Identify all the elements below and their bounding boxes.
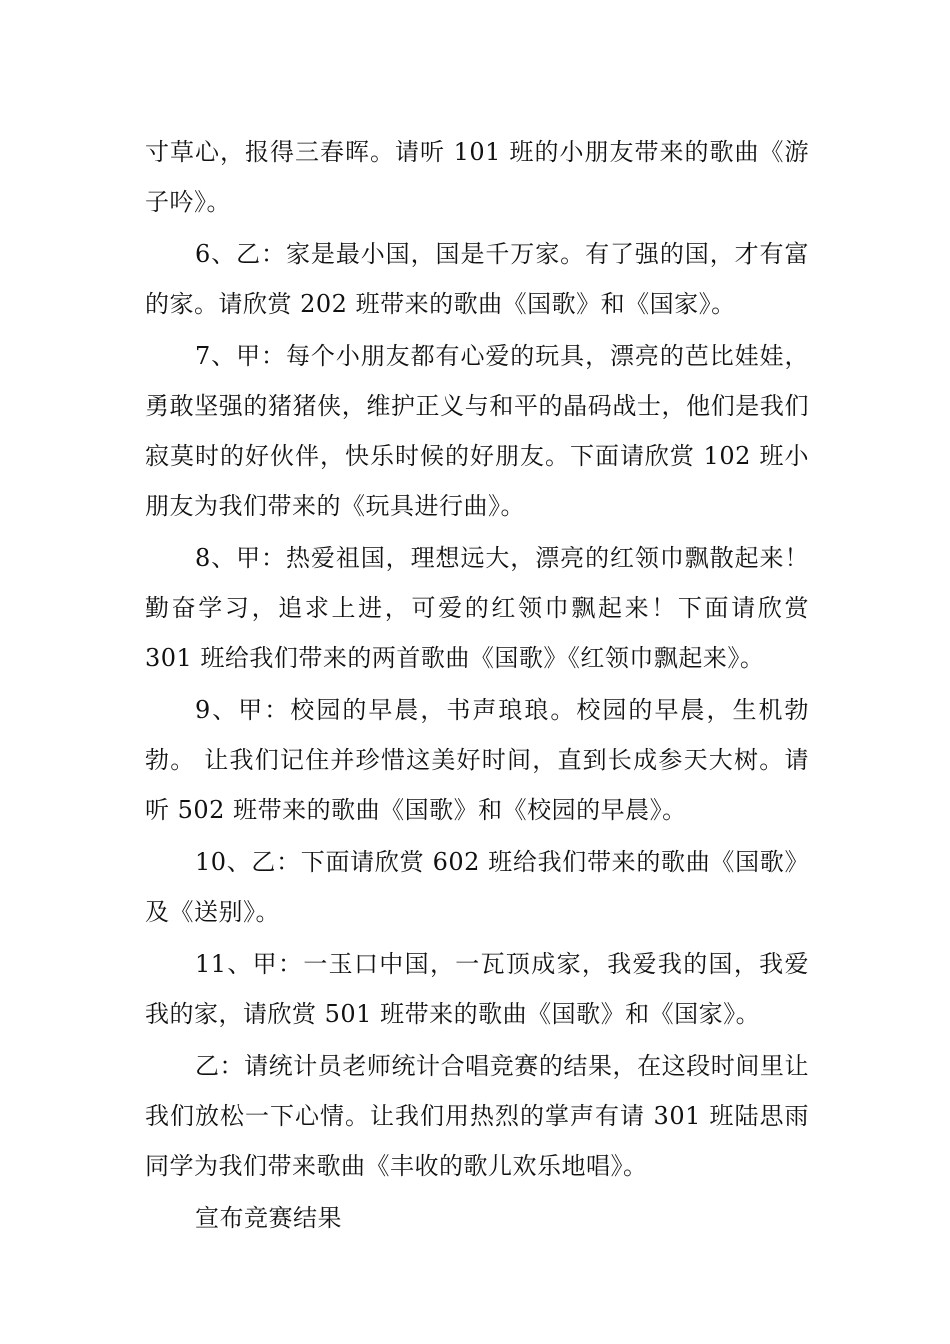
document-body xyxy=(145,127,809,1245)
paragraph-8: 乙：请统计员老师统计合唱竞赛的结果，在这段时间里让我们放松一下心情。让我们用热烈的掌声有请 301 班陆思雨同学为我们带来歌曲《丰收的歌儿欢乐地唱》。 xyxy=(145,1052,809,1180)
paragraph-2: 6、乙：家是最小国，国是千万家。有了强的国，才有富的家。请欣赏 202 班带来的歌曲《国歌》和《国家》。 xyxy=(145,240,809,318)
paragraph-7: 11、甲：一玉口中国，一瓦顶成家，我爱我的国，我爱我的家，请欣赏 501 班带来的歌曲《国歌》和《国家》。 xyxy=(145,950,809,1028)
paragraph-3: 7、甲：每个小朋友都有心爱的玩具，漂亮的芭比娃娃，勇敢坚强的猪猪侠，维护正义与和平的晶码战士，他们是我们寂莫时的好伙伴，快乐时候的好朋友。下面请欣赏 102 班小朋友为我们带来的《玩具进行曲》。 xyxy=(145,342,809,520)
paragraph-5: 9、甲：校园的早晨，书声琅琅。校园的早晨，生机勃勃。 让我们记住并珍惜这美好时间，直到长成参天大树。请听 502 班带来的歌曲《国歌》和《校园的早晨》。 xyxy=(145,696,809,824)
paragraph-6: 10、乙：下面请欣赏 602 班给我们带来的歌曲《国歌》及《送别》。 xyxy=(145,848,809,926)
paragraph-4: 8、甲：热爱祖国，理想远大，漂亮的红领巾飘散起来！勤奋学习，追求上进，可爱的红领巾飘起来！下面请欣赏 301 班给我们带来的两首歌曲《国歌》《红领巾飘起来》。 xyxy=(145,544,809,672)
paragraph-9: 宣布竞赛结果 xyxy=(195,1204,342,1232)
paragraph-1: 寸草心，报得三春晖。请听 101 班的小朋友带来的歌曲《游子吟》。 xyxy=(145,138,809,216)
